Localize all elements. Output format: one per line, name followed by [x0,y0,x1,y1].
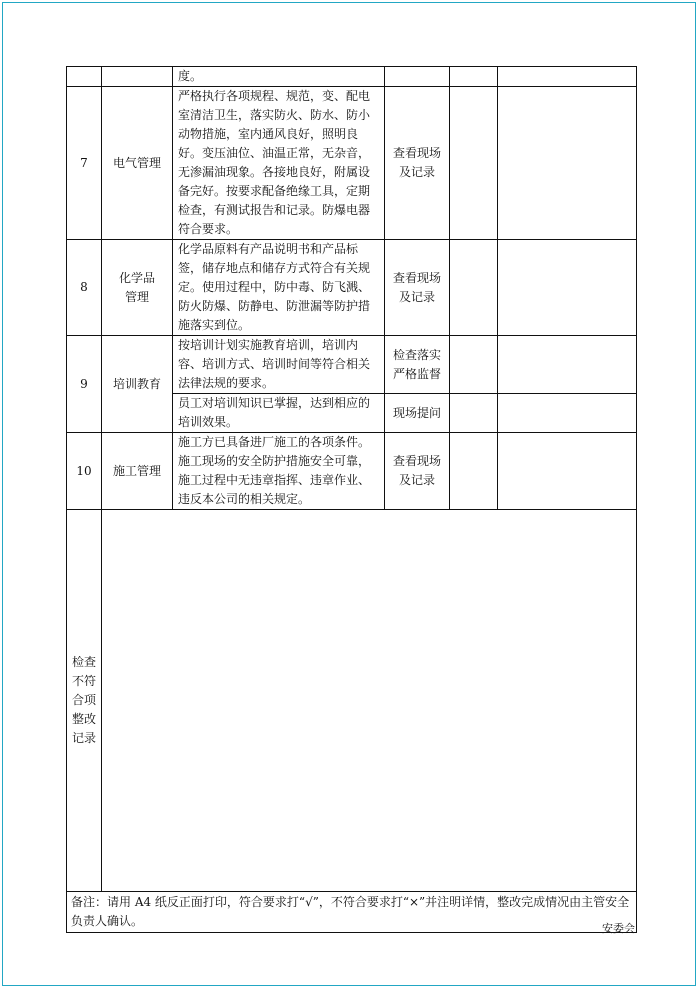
row-requirement: 严格执行各项规程、规范，变、配电室清洁卫生，落实防火、防水、防小动物措施，室内通风良好，照明良好。变压油位、油温正常，无杂音，无渗漏油现象。各接地良好，附属设备完好。按要求配备绝缘工具，定期检查，有测试报告和记录。防爆电器符合要求。 [173,87,385,240]
remark-cell[interactable] [498,240,637,336]
row-method: 查看现场及记录 [385,240,450,336]
row-number: 9 [67,336,102,433]
row-method [385,67,450,87]
table-row [67,67,637,87]
row-item: 电气管理 [102,87,173,240]
row-item: 培训教育 [102,336,173,433]
remark-cell[interactable] [498,67,637,87]
table-row [67,433,637,510]
table-row [67,892,637,933]
row-method: 查看现场及记录 [385,433,450,510]
row-requirement: 施工方已具备进厂施工的各项条件。施工现场的安全防护措施安全可靠，施工过程中无违章指挥、违章作业、违反本公司的相关规定。 [173,433,385,510]
row-item: 施工管理 [102,433,173,510]
remark-cell[interactable] [498,336,637,394]
record-area[interactable] [102,510,637,892]
table-row [67,336,637,394]
inspection-table [66,66,637,933]
remark-cell[interactable] [498,433,637,510]
row-method: 现场提问 [385,394,450,433]
table-row [67,87,637,240]
row-number [67,67,102,87]
row-item [102,67,173,87]
result-cell[interactable] [450,87,498,240]
table-row [67,510,637,892]
row-number: 8 [67,240,102,336]
row-requirement: 度。 [173,67,385,87]
record-label: 检查不符合项整改记录 [67,510,102,892]
row-item: 化学品管理 [102,240,173,336]
result-cell[interactable] [450,240,498,336]
row-method: 检查落实严格监督 [385,336,450,394]
row-method: 查看现场及记录 [385,87,450,240]
row-number: 7 [67,87,102,240]
result-cell[interactable] [450,336,498,394]
row-number: 10 [67,433,102,510]
row-requirement: 化学品原料有产品说明书和产品标签，储存地点和储存方式符合有关规定。使用过程中，防中毒、防飞溅、防火防爆、防静电、防泄漏等防护措施落实到位。 [173,240,385,336]
remark-cell[interactable] [498,87,637,240]
result-cell[interactable] [450,394,498,433]
result-cell[interactable] [450,433,498,510]
row-requirement: 员工对培训知识已掌握，达到相应的培训效果。 [173,394,385,433]
remark-cell[interactable] [498,394,637,433]
footer-org: 安委会 [602,922,635,935]
note: 备注：请用 A4 纸反正面打印，符合要求打“√”，不符合要求打“×”并注明详情，整改完成情况由主管安全负责人确认。 [67,892,637,933]
row-requirement: 按培训计划实施教育培训，培训内容、培训方式、培训时间等符合相关法律法规的要求。 [173,336,385,394]
table-row [67,240,637,336]
result-cell[interactable] [450,67,498,87]
